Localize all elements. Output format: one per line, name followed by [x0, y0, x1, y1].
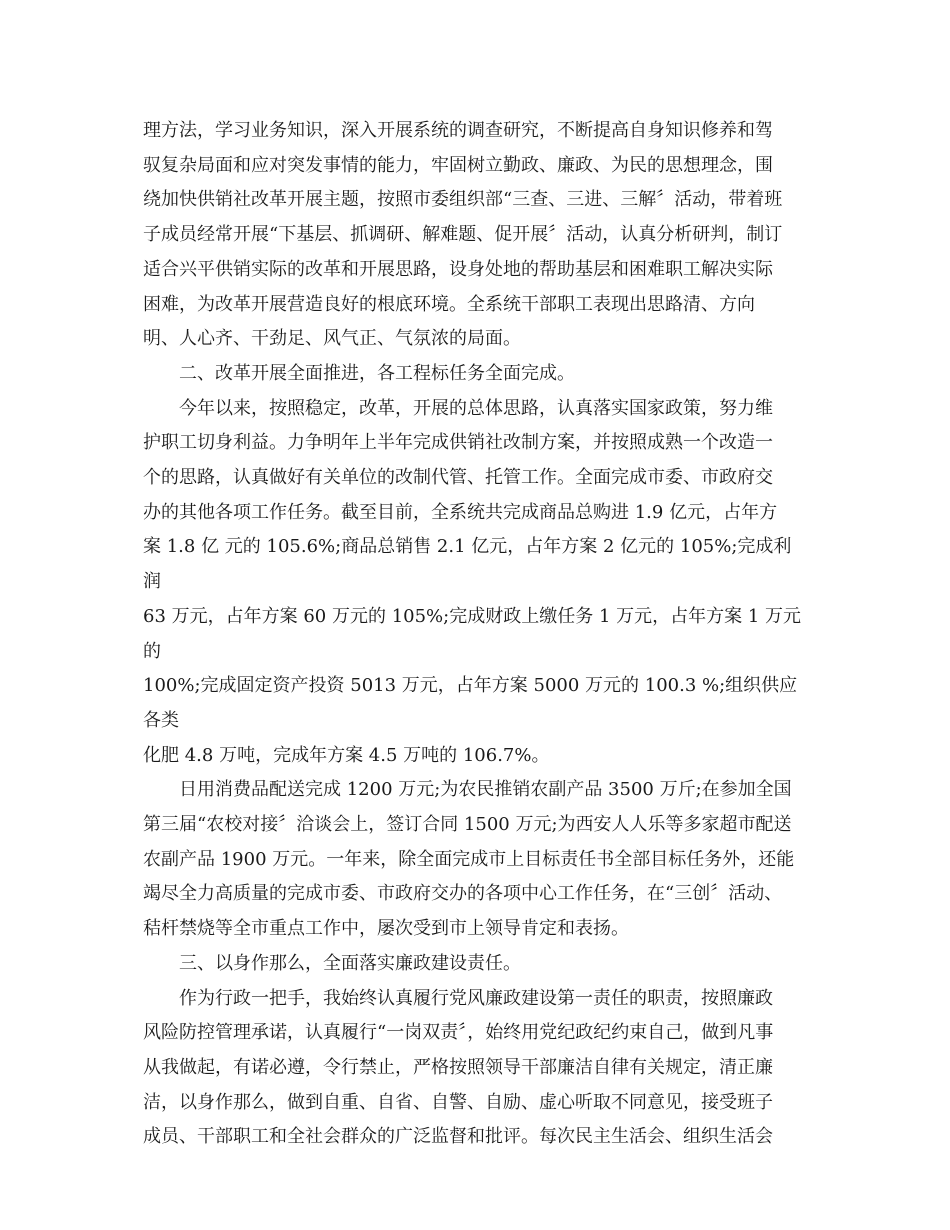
- text-line: 竭尽全力高质量的完成市委、市政府交办的各项中心工作任务，在“三创〞活动、: [143, 883, 783, 905]
- text-line: 护职工切身利益。力争明年上半年完成供销社改制方案，并按照成熟一个改造一: [143, 432, 773, 454]
- text-line: 农副产品 1900 万元。一年来，除全面完成市上目标责任书全部目标任务外，还能: [143, 848, 795, 870]
- text-line: 作为行政一把手，我始终认真履行党风廉政建设第一责任的职责，按照廉政: [179, 987, 773, 1009]
- text-line: 困难，为改革开展营造良好的根底环境。全系统干部职工表现出思路清、方向: [143, 293, 755, 315]
- text-line: 63 万元，占年方案 60 万元的 105%;完成财政上缴任务 1 万元，占年方案 1 万元的: [143, 605, 802, 662]
- text-line: 化肥 4.8 万吨，完成年方案 4.5 万吨的 106.7%。: [143, 744, 550, 766]
- paragraph: [143, 114, 809, 357]
- text-line: 从我做起，有诺必遵，令行禁止，严格按照领导干部廉洁自律有关规定，清正廉: [143, 1056, 773, 1078]
- paragraph: [143, 947, 809, 982]
- paragraph: [143, 392, 809, 774]
- text-line: 成员、干部职工和全社会群众的广泛监督和批评。每次民主生活会、组织生活会: [143, 1126, 773, 1148]
- paragraph: [143, 357, 809, 392]
- text-line: 适合兴平供销实际的改革和开展思路，设身处地的帮助基层和困难职工解决实际: [143, 258, 773, 280]
- text-line: 第三届“农校对接〞洽谈会上，签订合同 1500 万元;为西安人人乐等多家超市配送: [143, 814, 792, 836]
- text-line: 办的其他各项工作任务。截至目前，全系统共完成商品总购进 1.9 亿元，占年方: [143, 501, 778, 523]
- text-line: 秸杆禁烧等全市重点工作中，屡次受到市上领导肯定和表扬。: [143, 918, 629, 940]
- text-line: 洁，以身作那么，做到自重、自省、自警、自励、虚心听取不同意见，接受班子: [143, 1091, 773, 1113]
- text-line: 日用消费品配送完成 1200 万元;为农民推销农副产品 3500 万斤;在参加全国: [179, 779, 792, 801]
- text-line: 绕加快供销社改革开展主题，按照市委组织部“三查、三进、三解〞活动，带着班: [143, 189, 783, 211]
- document-body: [143, 114, 809, 1155]
- text-line: 个的思路，认真做好有关单位的改制代管、托管工作。全面完成市委、市政府交: [143, 467, 773, 489]
- text-line: 案 1.8 亿 元的 105.6%;商品总销售 2.1 亿元，占年方案 2 亿元的 105%;完成利润: [143, 536, 792, 593]
- text-line: 今年以来，按照稳定，改革，开展的总体思路，认真落实国家政策，努力维: [179, 397, 773, 419]
- text-line: 100%;完成固定资产投资 5013 万元，占年方案 5000 万元的 100.3 %;组织供应各类: [143, 675, 798, 731]
- text-line: 子成员经常开展“下基层、抓调研、解难题、促开展〞活动，认真分析研判，制订: [143, 224, 783, 246]
- paragraph: [143, 773, 809, 947]
- text-line: 风险防控管理承诺，认真履行“一岗双责〞，始终用党纪政纪约束自己，做到凡事: [143, 1022, 774, 1044]
- text-line: 理方法，学习业务知识，深入开展系统的调查研究，不断提高自身知识修养和驾: [143, 120, 773, 141]
- text-line: 驭复杂局面和应对突发事情的能力，牢固树立勤政、廉政、为民的思想理念，围: [143, 154, 773, 176]
- text-line: 二、改革开展全面推进，各工程标任务全面完成。: [179, 362, 575, 384]
- text-line: 三、以身作那么，全面落实廉政建设责任。: [179, 952, 521, 974]
- paragraph: [143, 982, 809, 1156]
- text-line: 明、人心齐、干劲足、风气正、气氛浓的局面。: [143, 328, 521, 350]
